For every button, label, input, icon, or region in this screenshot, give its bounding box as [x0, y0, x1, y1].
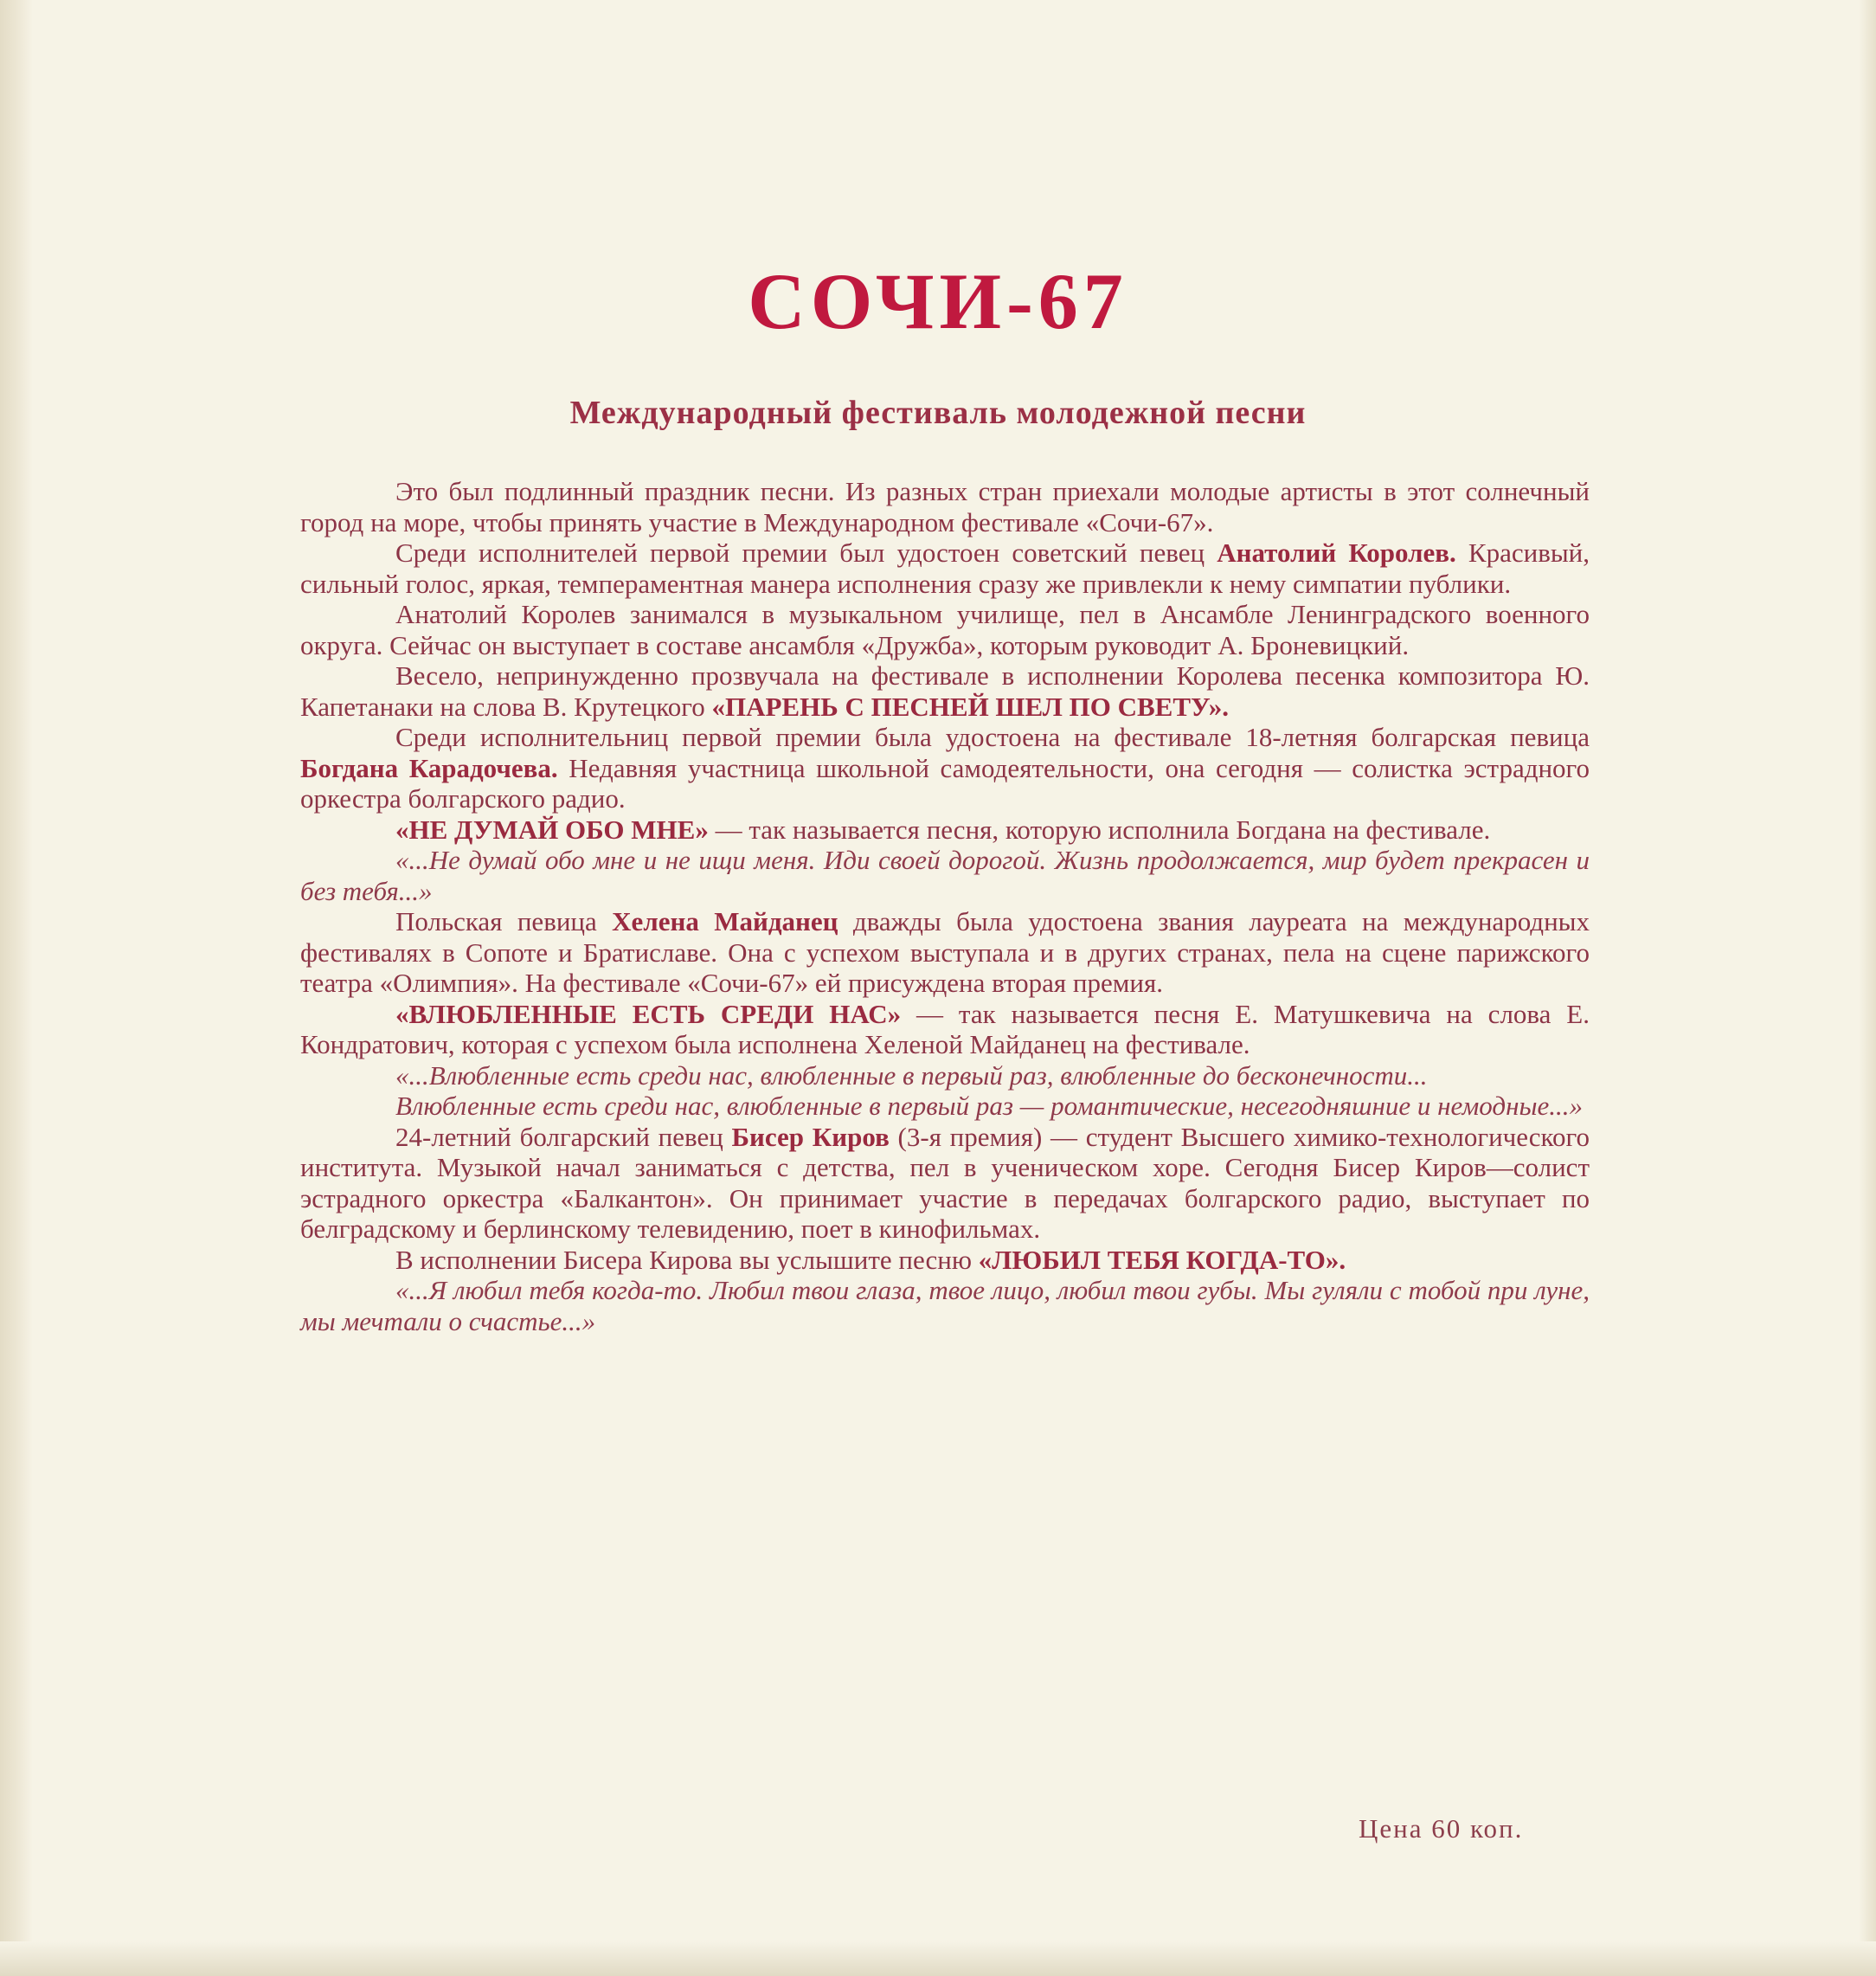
- artist-name: Богдана Карадочева.: [300, 752, 558, 783]
- page-title: СОЧИ-67: [748, 257, 1128, 345]
- artist-name: Анатолий Королев.: [1217, 537, 1456, 568]
- paragraph-karadocheva-song: «НЕ ДУМАЙ ОБО МНЕ» — так называется песня, которую исполнила Богдана на фестивале.: [395, 814, 1491, 845]
- paragraph-kirov-song: В исполнении Бисера Кирова вы услышите песню «ЛЮБИЛ ТЕБЯ КОГДА-ТО».: [395, 1244, 1346, 1275]
- song-title: «ПАРЕНЬ С ПЕСНЕЙ ШЕЛ ПО СВЕТУ».: [711, 691, 1230, 722]
- lyrics-quote: «...Я любил тебя когда-то. Любил твои глаза, твое лицо, любил твои губы. Мы гуляли с тобой при луне, мы мечтали о счастье...»: [300, 1275, 1590, 1336]
- paragraph-korolev-song: Весело, непринужденно прозвучала на фестивале в исполнении Королева песенка композитора Ю. Капетанаки на слова В. Крутецкого «ПАРЕНЬ С ПЕСНЕЙ ШЕЛ ПО СВЕТУ».: [300, 660, 1590, 722]
- artist-name: Хелена Майданец: [612, 906, 838, 937]
- song-title: «ВЛЮБЛЕННЫЕ ЕСТЬ СРЕДИ НАС»: [395, 998, 902, 1029]
- paragraph-korolev: Среди исполнителей первой премии был удостоен советский певец Анатолий Королев. Красивый, сильный голос, яркая, темпераментная манера исполнения сразу же привлекли к нему симпатии публики.: [300, 537, 1590, 599]
- lyrics-quote: «...Не думай обо мне и не ищи меня. Иди своей дорогой. Жизнь продолжается, мир будет прекрасен и без тебя...»: [300, 845, 1590, 906]
- page-subtitle: Международный фестиваль молодежной песни: [569, 395, 1307, 431]
- song-title: «НЕ ДУМАЙ ОБО МНЕ»: [395, 814, 709, 845]
- paragraph-majdanec-song: «ВЛЮБЛЕННЫЕ ЕСТЬ СРЕДИ НАС» — так называется песня Е. Матушкевича на слова Е. Кондратович, которая с успехом была исполнена Хеленой Майданец на фестивале.: [300, 998, 1590, 1059]
- paragraph-intro: Это был подлинный праздник песни. Из разных стран приехали молодые артисты в этот солнечный город на море, чтобы принять участие в Международном фестивале «Сочи-67».: [300, 476, 1590, 537]
- paragraph-kirov: 24-летний болгарский певец Бисер Киров (3-я премия) — студент Высшего химико-технологического института. Музыкой начал заниматься с детства, пел в ученическом хоре. Сегодня Бисер Киров—солист эстрадного оркестра «Балкантон». Он принимает участие в передачах болгарского радио, выступает по белградскому и берлинскому телевидению, поет в кинофильмах.: [300, 1121, 1590, 1244]
- price-label: Цена 60 коп.: [1359, 1813, 1524, 1844]
- paper-bottom-edge: [0, 1941, 1876, 1976]
- paragraph-korolev-bio: Анатолий Королев занимался в музыкальном училище, пел в Ансамбле Ленинградского военного округа. Сейчас он выступает в составе ансамбля «Дружба», которым руководит А. Броневицкий.: [300, 599, 1590, 660]
- paragraph-majdanec: Польская певица Хелена Майданец дважды была удостоена звания лауреата на международных фестивалях в Сопоте и Братиславе. Она с успехом выступала и в других странах, пела на сцене парижского театра «Олимпия». На фестивале «Сочи-67» ей присуждена вторая премия.: [300, 906, 1590, 998]
- lyrics-quote: «...Влюбленные есть среди нас, влюбленные в первый раз, влюбленные до бесконечности...: [395, 1059, 1428, 1091]
- article-body: [300, 476, 1590, 1336]
- lyrics-quote: Влюбленные есть среди нас, влюбленные в первый раз — романтические, несегодняшние и немодные...»: [395, 1091, 1583, 1121]
- artist-name: Бисер Киров: [731, 1121, 890, 1152]
- paragraph-karadocheva: Среди исполнительниц первой премии была удостоена на фестивале 18-летняя болгарская певица Богдана Карадочева. Недавняя участница школьной самодеятельности, она сегодня — солистка эстрадного оркестра болгарского радио.: [300, 722, 1590, 814]
- song-title: «ЛЮБИЛ ТЕБЯ КОГДА-ТО».: [978, 1244, 1346, 1275]
